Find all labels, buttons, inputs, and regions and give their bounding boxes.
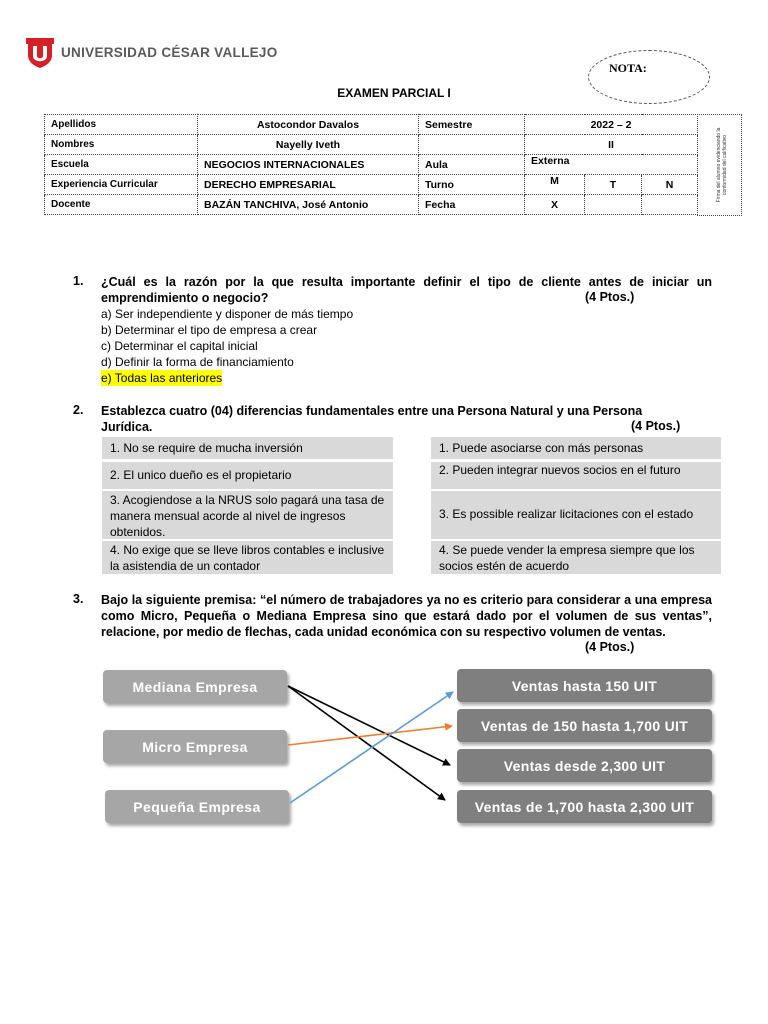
q3-text: Bajo la siguiente premisa: “el número de trabajadores ya no es criterio para considerar a una empresa como Micro, Pequeña o Mediana Empresa sino que estará dado por el volumen de sus ventas”, relacione, por medio de flechas, cada unidad económica con su respectivo volumen de ventas. — [101, 593, 712, 639]
ventas-hasta-150-box: Ventas hasta 150 UIT — [457, 669, 712, 702]
q1-points: (4 Ptos.) — [585, 290, 635, 304]
escuela-label: Escuela — [45, 155, 198, 175]
q1-number: 1. — [73, 274, 84, 288]
arrow-mediana-to-2300 — [288, 686, 450, 765]
q1-option-b: b) Determinar el tipo de empresa a crear — [101, 323, 318, 337]
nombres-value: Nayelly Iveth — [198, 135, 419, 155]
natural-difference-4: 4. No exige que se lleve libros contables e inclusive la asistendia de un contador — [102, 541, 393, 574]
semestre-value: 2022 – 2 — [525, 115, 698, 135]
juridica-difference-1: 1. Puede asociarse con más personas — [431, 437, 721, 459]
juridica-difference-4: 4. Se puede vender la empresa siempre que los socios estén de acuerdo — [431, 541, 721, 574]
q1-option-c: c) Determinar el capital inicial — [101, 339, 258, 353]
grade-label: NOTA: — [609, 61, 647, 75]
semestre-label: Semestre — [419, 115, 525, 135]
university-name: UNIVERSIDAD CÉSAR VALLEJO — [61, 45, 278, 60]
natural-difference-2: 2. El unico dueño es el propietario — [102, 462, 393, 489]
q3-number: 3. — [73, 592, 84, 606]
escuela-value: NEGOCIOS INTERNACIONALES — [198, 155, 419, 175]
q2-points: (4 Ptos.) — [631, 419, 681, 433]
docente-value: BAZÁN TANCHIVA, José Antonio — [198, 195, 419, 215]
ventas-150-1700-box: Ventas de 150 hasta 1,700 UIT — [457, 709, 712, 742]
nombres-label: Nombres — [45, 135, 198, 155]
arrow-micro-to-150-1700 — [288, 726, 452, 745]
ciclo-value: II — [525, 135, 698, 155]
signature-note: Firma del alumno evidenciando la conformidad del calificativo — [716, 127, 728, 203]
turno-m: M — [525, 175, 585, 195]
docente-label: Docente — [45, 195, 198, 215]
q1-option-a: a) Ser independiente y disponer de más tiempo — [101, 307, 354, 321]
apellidos-value: Astocondor Davalos — [198, 115, 419, 135]
apellidos-label: Apellidos — [45, 115, 198, 135]
turno-t: T — [585, 175, 642, 195]
q3-points: (4 Ptos.) — [585, 640, 635, 654]
experiencia-value: DERECHO EMPRESARIAL — [198, 175, 419, 195]
arrow-pequena-to-hasta-150 — [290, 692, 453, 803]
ventas-1700-2300-box: Ventas de 1,700 hasta 2,300 UIT — [457, 790, 712, 823]
turno-n: N — [642, 175, 698, 195]
experiencia-label: Experiencia Curricular — [45, 175, 198, 195]
juridica-difference-2: 2. Pueden integrar nuevos socios en el futuro — [431, 462, 721, 489]
aula-value: Externa — [525, 155, 698, 175]
q1-option-e: e) Todas las anteriores — [101, 371, 223, 385]
fecha-mark: X — [525, 195, 585, 215]
exam-title: EXAMEN PARCIAL I — [337, 86, 451, 100]
fecha-label: Fecha — [419, 195, 525, 215]
mediana-empresa-box: Mediana Empresa — [103, 670, 287, 703]
ventas-desde-2300-box: Ventas desde 2,300 UIT — [457, 749, 712, 782]
natural-difference-1: 1. No se require de mucha inversión — [102, 437, 393, 459]
turno-label: Turno — [419, 175, 525, 195]
natural-difference-3: 3. Acogiendose a la NRUS solo pagará una tasa de manera mensual acorde al nivel de ingresos obtenidos. — [102, 491, 393, 539]
aula-label: Aula — [419, 155, 525, 175]
q1-text: ¿Cuál es la razón por la que resulta importante definir el tipo de cliente antes de iniciar un emprendimiento o negocio? — [101, 275, 712, 305]
q2-number: 2. — [73, 403, 84, 417]
micro-empresa-box: Micro Empresa — [103, 730, 287, 763]
q2-text: Establezca cuatro (04) diferencias fundamentales entre una Persona Natural y una Persona Jurídica. — [101, 404, 643, 434]
q1-option-d: d) Definir la forma de financiamiento — [101, 355, 294, 369]
juridica-difference-3: 3. Es possible realizar licitaciones con el estado — [431, 491, 721, 539]
pequena-empresa-box: Pequeña Empresa — [105, 790, 289, 823]
